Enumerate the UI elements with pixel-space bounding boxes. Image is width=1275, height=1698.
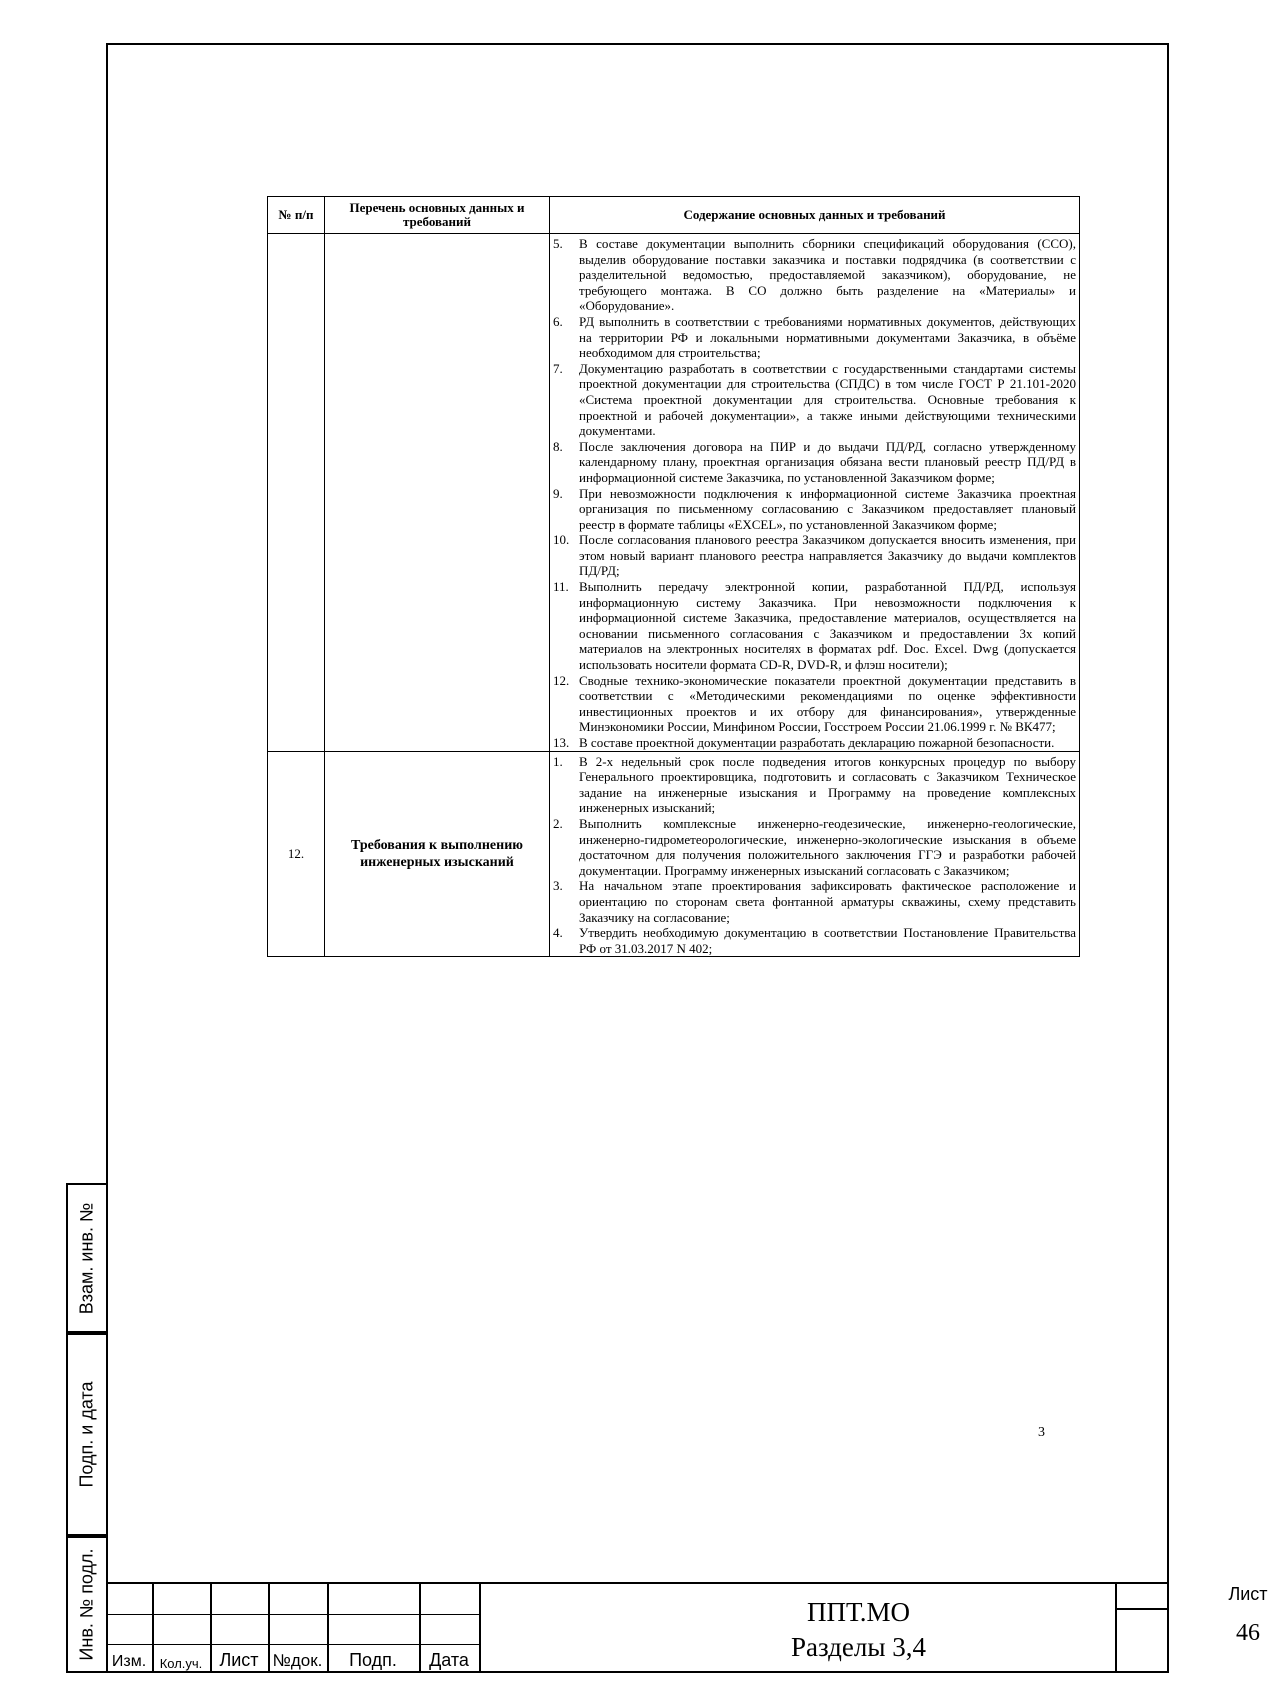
item-number: 8. [553, 438, 563, 454]
item-text: При невозможности подключения к информационной системе Заказчика проектная организация по письменному согласованию с Заказчиком предоставляет плановый реестр в формате таблицы «EXCEL», по установленной Заказчиком форме; [579, 485, 1076, 532]
side-field-replacement [66, 1183, 106, 1333]
row-number: 12. [268, 751, 325, 957]
stamp-col-doc-no: №док. [272, 1651, 323, 1670]
stamp-col-count: Кол.уч. [159, 1656, 203, 1671]
header-list: Перечень основных данных и требований [325, 197, 550, 234]
header-number: № п/п [268, 197, 325, 234]
list-item [553, 579, 1076, 673]
cell-row12-items [550, 751, 1080, 957]
sheet-number: 46 [1236, 1620, 1260, 1646]
side-label-original-inventory: Инв. № подл. [76, 1548, 97, 1661]
item-text: РД выполнить в соответствии с требованиями нормативных документов, действующих на территории РФ и локальными нормативными документами Заказчика, в объёме необходимом для строительства; [579, 313, 1076, 361]
item-number: 13. [553, 735, 570, 750]
item-text: После согласования планового реестра Заказчиком допускается вносить изменения, при этом новый вариант планового реестра направляется Заказчику до выдачи комплектов ПД/РД; [579, 532, 1076, 579]
list-item [553, 754, 1076, 816]
side-label-replacement: Взам. инв. № [76, 1202, 97, 1314]
title-block [106, 1582, 1268, 1673]
row-requirement-name: Требования к выполнению инженерных изысканий [325, 751, 550, 957]
side-field-signature-date [66, 1333, 106, 1536]
list-item [553, 816, 1076, 878]
item-number: 10. [553, 532, 570, 548]
document-title: Разделы 3,4 [790, 1632, 926, 1662]
item-number: 6. [553, 313, 563, 329]
list-item [553, 673, 1076, 735]
cell-name-empty [325, 234, 550, 752]
item-text: В 2-х недельный срок после подведения итогов конкурсных процедур по выбору Генерального проектировщика, подготовить и согласовать с Заказчиком Техническое задание на инженерные изыскания и Программу на проведение комплексных инженерных изысканий; [579, 753, 1076, 816]
cell-continuation-items [550, 234, 1080, 752]
stamp-row-line [106, 1614, 479, 1615]
table-row-continuation [268, 234, 1080, 752]
list-item [553, 735, 1076, 751]
stamp-column-line [479, 1584, 481, 1673]
document-code: ППТ.МО [806, 1597, 911, 1627]
list-item [553, 236, 1076, 314]
item-text: Утвердить необходимую документацию в соответствии Постановление Правительства РФ от 31.03.2017 N 402; [579, 925, 1076, 956]
table-header-row [268, 197, 1080, 234]
item-text: Сводные технико-экономические показатели проектной документации представить в соответствии с «Методическими рекомендациями по оценке эффективности инвестиционных проектов и их отбору для финансирования», утвержденные Минэкономики России, Минфином России, Госстроем России 21.06.1999 г. № ВК477; [579, 672, 1076, 735]
stamp-col-signature: Подп. [349, 1650, 397, 1670]
item-number: 12. [553, 672, 570, 688]
item-text: Документацию разработать в соответствии с государственными стандартами системы проектной документации для строительства (СПДС) в том числе ГОСТ Р 21.101-2020 «Система проектной документации для строительства. Основные требования к проектной и рабочей документации», а также иными действующими техническими документами. [579, 360, 1076, 439]
item-text: В составе документации выполнить сборники спецификаций оборудования (ССО), выделив оборудование поставки заказчика и поставки подрядчика (в соответствии с разделительной ведомостью, предоставляемой заказчиком), оборудование, не требующего монтажа. В СО должно быть разделение на «Материалы» и «Оборудование». [579, 236, 1076, 314]
item-number: 3. [553, 878, 563, 894]
stamp-row-line [106, 1644, 479, 1645]
side-label-signature-date: Подп. и дата [76, 1381, 97, 1488]
item-number: 4. [553, 925, 563, 941]
item-text: В составе проектной документации разработать декларацию пожарной безопасности. [579, 735, 1055, 750]
item-text: Выполнить комплексные инженерно-геодезические, инженерно-геологические, инженерно-гидрометеорологические, инженерно-экологические изыскания в объеме достаточном для получения положительного заключения ГГЭ и разработки рабочей документации. Программу инженерных изысканий согласовать с Заказчиком; [579, 815, 1076, 878]
list-item [553, 361, 1076, 439]
row12-list [550, 752, 1079, 957]
header-content: Содержание основных данных и требований [550, 197, 1080, 234]
item-number: 2. [553, 815, 563, 831]
item-text: На начальном этапе проектирования зафиксировать фактическое расположение и ориентацию по сторонам света фонтанной арматуры скважины, схему представить Заказчику на согласование; [579, 878, 1076, 925]
item-text: Выполнить передачу электронной копии, разработанной ПД/РД, используя информационную систему Заказчика. При невозможности подключения к информационной системе Заказчика, предоставление материалов, осуществляется на основании письменного согласования с Заказчиком и предоставлении 3х копий материалов на электронных носителях в форматах pdf. Doc. Excel. Dwg (допускается использовать носители формата CD-R, DVD-R, и флэш носители); [579, 579, 1076, 673]
item-number: 1. [553, 753, 563, 769]
item-number: 11. [553, 579, 569, 595]
stamp-col-sheet: Лист [219, 1650, 259, 1670]
list-item [553, 532, 1076, 579]
stamp-col-date: Дата [429, 1650, 469, 1670]
list-item [553, 314, 1076, 361]
item-number: 7. [553, 360, 563, 376]
list-item [553, 925, 1076, 956]
requirements-table [267, 196, 1080, 957]
side-field-original-inventory [66, 1536, 106, 1673]
stamp-col-change: Изм. [111, 1653, 147, 1670]
continuation-list [550, 234, 1079, 751]
table-row-12 [268, 751, 1080, 957]
page-number: 3 [1038, 1425, 1045, 1440]
list-item [553, 439, 1076, 486]
item-text: После заключения договора на ПИР и до выдачи ПД/РД, согласно утвержденному календарному плану, проектная организация обязана вести плановый реестр ПД/РД в информационной системе Заказчика, по установленной Заказчиком форме; [579, 438, 1076, 485]
list-item [553, 878, 1076, 925]
item-number: 9. [553, 485, 563, 501]
cell-number-empty [268, 234, 325, 752]
sheet-label: Лист [1228, 1584, 1268, 1604]
item-number: 5. [553, 236, 563, 251]
list-item [553, 486, 1076, 533]
